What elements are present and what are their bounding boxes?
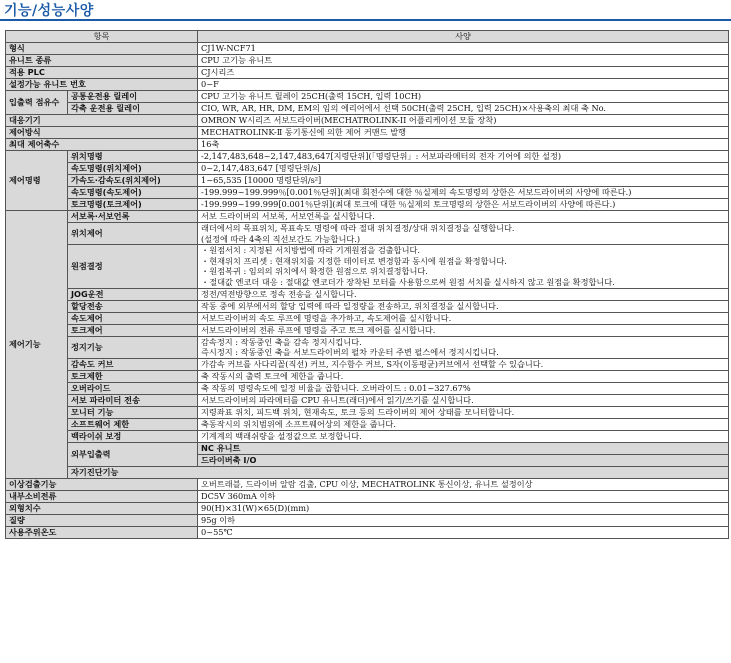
table-row bbox=[6, 382, 729, 394]
table-row bbox=[6, 394, 729, 406]
row-value: 서보드라이버의 속도 루프에 명령을 추가하고, 속도제어를 실시합니다. bbox=[198, 312, 729, 324]
row-label: 대응기기 bbox=[6, 115, 198, 127]
row-label: 적용 PLC bbox=[6, 67, 198, 79]
title-divider bbox=[0, 19, 731, 21]
row-value: 지령좌표 위치, 피드백 위치, 현재속도, 토크 등의 드라이버의 제어 상태를 모니터합니다. bbox=[198, 406, 729, 418]
row-label: 가속도·감속도(위치제어) bbox=[68, 175, 198, 187]
row-label: 토크제어 bbox=[68, 324, 198, 336]
row-label: 토크제한 bbox=[68, 370, 198, 382]
row-value: 가감속 커브를 사다리꼴(직선) 커브, 지수함수 커브, S자(이동평균)커브에서 선택할 수 있습니다. bbox=[198, 358, 729, 370]
spec-table bbox=[5, 30, 729, 539]
row-label: 자기진단기능 bbox=[68, 466, 729, 478]
header-item: 항목 bbox=[6, 31, 198, 43]
row-label: 위치제어 bbox=[68, 223, 198, 245]
table-row bbox=[6, 151, 729, 163]
value-line: 래더에서의 목표위치, 목표속도 명령에 따라 절대 위치결정/상대 위치결정을 실행합니다. bbox=[201, 223, 515, 233]
row-label: 오버라이드 bbox=[68, 382, 198, 394]
row-value: DC5V 360mA 이하 bbox=[198, 490, 729, 502]
row-value: -199.999~199.999[0.001％단위](최대 토크에 대한 ％실제의 토크명령의 상한은 서보드라이버의 사양에 따른다.) bbox=[198, 199, 729, 211]
group-label: 입출력 점유수 bbox=[6, 91, 68, 115]
row-label: 각축 운전용 릴레이 bbox=[68, 103, 198, 115]
row-label: 위치명령 bbox=[68, 151, 198, 163]
table-row bbox=[6, 442, 729, 454]
row-value: CJ시리즈 bbox=[198, 67, 729, 79]
group-label: 외부입출력 bbox=[68, 442, 198, 466]
row-label: 모니터 기능 bbox=[68, 406, 198, 418]
table-row bbox=[6, 526, 729, 538]
table-row bbox=[6, 139, 729, 151]
table-row bbox=[6, 300, 729, 312]
row-label: 토크명령(토크제어) bbox=[68, 199, 198, 211]
row-label: NC 유니트 bbox=[198, 442, 729, 454]
table-row bbox=[6, 223, 729, 245]
table-row bbox=[6, 127, 729, 139]
row-label: 유니트 종류 bbox=[6, 55, 198, 67]
row-value: 축 작동의 명령속도에 일정 비율을 곱합니다. 오버라이드 : 0.01~327.67% bbox=[198, 382, 729, 394]
table-row bbox=[6, 245, 729, 288]
row-value: 서보드라이버의 파라메터를 CPU 유니트(래더)에서 읽기/쓰기를 실시합니다. bbox=[198, 394, 729, 406]
row-value: 축 작동시의 출력 토크에 제한을 줍니다. bbox=[198, 370, 729, 382]
table-header-row bbox=[6, 31, 729, 43]
row-label: 원점결정 bbox=[68, 245, 198, 288]
table-row bbox=[6, 312, 729, 324]
row-label: 이상검출기능 bbox=[6, 478, 198, 490]
row-value: 90(H)×31(W)×65(D)(mm) bbox=[198, 502, 729, 514]
row-value: 작동 중에 외부에서의 할당 입력에 따라 일정량을 전송하고, 위치결정을 실시합니다. bbox=[198, 300, 729, 312]
row-label: 소프트웨어 제한 bbox=[68, 418, 198, 430]
value-line: 감속정지 : 작동중인 축을 감속 정지시킵니다. bbox=[201, 336, 362, 347]
value-line: ・절대값 엔코더 대응 : 절대값 엔코더가 장착된 모터를 사용함으로써 원점 서치를 실시하지 않고 원점을 확정합니다. bbox=[201, 276, 615, 287]
row-value: CPU 고기능 유니트 릴레이 25CH(출력 15CH, 입력 10CH) bbox=[198, 91, 729, 103]
table-row bbox=[6, 324, 729, 336]
row-value: 정전/역전방향으로 정속 전송을 실시합니다. bbox=[198, 288, 729, 300]
row-value: 0~F bbox=[198, 79, 729, 91]
value-line: ・원점복귀 : 임의의 위치에서 확정한 원점으로 위치결정합니다. bbox=[201, 266, 428, 277]
table-row bbox=[6, 370, 729, 382]
row-label: 속도명령(속도제어) bbox=[68, 187, 198, 199]
table-row bbox=[6, 514, 729, 526]
row-value: CIO, WR, AR, HR, DM, EM의 임의 에리어에서 선택 50CH(출력 25CH, 입력 25CH)×사용축의 최대 축 No. bbox=[198, 103, 729, 115]
group-label: 제어기능 bbox=[6, 211, 68, 479]
row-value: CJ1W-NCF71 bbox=[198, 43, 729, 55]
table-row bbox=[6, 211, 729, 223]
table-row bbox=[6, 288, 729, 300]
table-row bbox=[6, 103, 729, 115]
row-value bbox=[198, 223, 729, 245]
row-value: 0~55℃ bbox=[198, 526, 729, 538]
row-label: 백라이쉬 보정 bbox=[68, 430, 198, 442]
row-label: 외형치수 bbox=[6, 502, 198, 514]
row-value: 95g 이하 bbox=[198, 514, 729, 526]
table-row bbox=[6, 336, 729, 358]
row-label: 형식 bbox=[6, 43, 198, 55]
table-row bbox=[6, 430, 729, 442]
row-label: 설정가능 유니트 번호 bbox=[6, 79, 198, 91]
table-row bbox=[6, 175, 729, 187]
value-line: 즉시정지 : 작동중인 축을 서보드라이버의 펄차 카운터 주변 펄스에서 정지시킵니다. bbox=[201, 347, 499, 358]
row-label: 서보 파라미터 전송 bbox=[68, 394, 198, 406]
table-row bbox=[6, 466, 729, 478]
row-value: 0~2,147,483,647 [명령단위/s] bbox=[198, 163, 729, 175]
row-label: 서보록·서보언록 bbox=[68, 211, 198, 223]
row-label: 내부소비전류 bbox=[6, 490, 198, 502]
value-line: ・원점서치 : 지정된 서치방법에 따라 기계원점을 검출합니다. bbox=[201, 245, 420, 256]
table-row bbox=[6, 79, 729, 91]
row-label: 정지기능 bbox=[68, 336, 198, 358]
row-label: 드라이버축 I/O bbox=[198, 454, 729, 466]
table-row bbox=[6, 43, 729, 55]
row-value: 1~65,535 [10000 명령단위/s²] bbox=[198, 175, 729, 187]
table-row bbox=[6, 406, 729, 418]
row-label: 질량 bbox=[6, 514, 198, 526]
row-value: 기계계의 백래쉬량을 설정값으로 보정합니다. bbox=[198, 430, 729, 442]
header-spec: 사양 bbox=[198, 31, 729, 43]
page-title: 기능/성능사양 bbox=[4, 3, 94, 19]
row-label: 최대 제어축수 bbox=[6, 139, 198, 151]
table-row bbox=[6, 478, 729, 490]
row-label: 공통운전용 릴레이 bbox=[68, 91, 198, 103]
group-label: 제어명령 bbox=[6, 151, 68, 211]
row-label: 제어방식 bbox=[6, 127, 198, 139]
row-value: 16축 bbox=[198, 139, 729, 151]
row-value: MECHATROLINK-Ⅱ 동기통신에 의한 제어 커맨드 발행 bbox=[198, 127, 729, 139]
row-value: OMRON W시리즈 서보드라이버(MECHATROLINK-II 어플리케이션 모듈 장착) bbox=[198, 115, 729, 127]
row-value: -2,147,483,648~2,147,483,647[지령단위](「명령단위」: 서보파라메터의 전자 기어에 의한 설정) bbox=[198, 151, 729, 163]
row-value: 서보드라이버의 전류 루프에 명령을 주고 토크 제어를 실시합니다. bbox=[198, 324, 729, 336]
row-value bbox=[198, 245, 729, 288]
row-value: 축동작시의 위치범위에 소프트웨어상의 제한을 줍니다. bbox=[198, 418, 729, 430]
table-row bbox=[6, 91, 729, 103]
row-value: CPU 고기능 유니트 bbox=[198, 55, 729, 67]
row-label: 할당전송 bbox=[68, 300, 198, 312]
table-row bbox=[6, 502, 729, 514]
row-value: 서보 드라이버의 서보록, 서보언록을 실시합니다. bbox=[198, 211, 729, 223]
table-row bbox=[6, 163, 729, 175]
row-value: -199.999~199.999％[0.001％단위](최대 회전수에 대한 ％실제의 속도명령의 상한은 서보드라이버의 사양에 따른다.) bbox=[198, 187, 729, 199]
table-row bbox=[6, 490, 729, 502]
row-value bbox=[198, 336, 729, 358]
row-value: 오버트래블, 드라이버 알람 검출, CPU 이상, MECHATROLINK 통신이상, 유니트 설정이상 bbox=[198, 478, 729, 490]
table-row bbox=[6, 199, 729, 211]
table-row bbox=[6, 55, 729, 67]
table-row bbox=[6, 187, 729, 199]
table-row bbox=[6, 418, 729, 430]
table-row bbox=[6, 358, 729, 370]
table-row bbox=[6, 67, 729, 79]
row-label: 속도명령(위치제어) bbox=[68, 163, 198, 175]
row-label: JOG운전 bbox=[68, 288, 198, 300]
table-row bbox=[6, 115, 729, 127]
value-line: (설정에 따라 4축의 직선보간도 가능합니다.) bbox=[201, 233, 361, 244]
row-label: 감속도 커브 bbox=[68, 358, 198, 370]
row-label: 속도제어 bbox=[68, 312, 198, 324]
value-line: ・현재위치 프리셋 : 현재위치를 지정한 데이터로 변경함과 동시에 원점을 확정합니다. bbox=[201, 255, 507, 266]
row-label: 사용주위온도 bbox=[6, 526, 198, 538]
